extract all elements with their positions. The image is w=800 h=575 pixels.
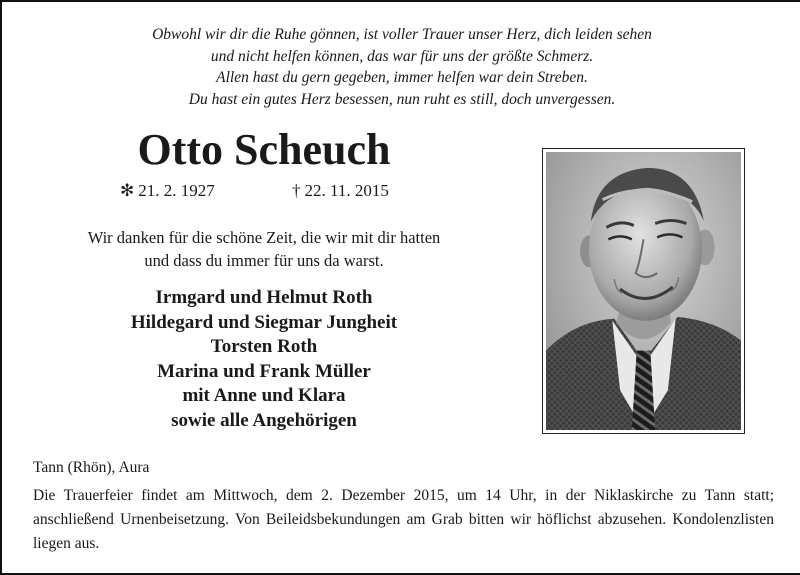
- poem-line: Allen hast du gern gegeben, immer helfen war dein Streben.: [216, 69, 588, 86]
- poem-line: und nicht helfen können, das war für uns der größte Schmerz.: [210, 47, 594, 65]
- mourner-entry: sowie alle Angehörigen: [171, 409, 357, 431]
- poem-line: Obwohl wir dir die Ruhe gönnen, ist voller Trauer unser Herz, dich leiden sehen: [152, 26, 652, 43]
- thanks-line: und dass du immer für uns da warst.: [144, 251, 384, 270]
- mourner-entry: mit Anne und Klara: [182, 385, 346, 406]
- mourner-entry: Marina und Frank Müller: [157, 360, 371, 382]
- thanks-line: Wir danken für die schöne Zeit, die wir mit dir hatten: [87, 228, 441, 247]
- poem-line: Du hast ein gutes Herz besessen, nun ruht es still, doch unvergessen.: [188, 90, 616, 108]
- location-text: Tann (Rhön), Aura: [33, 459, 150, 476]
- death-cross-icon: †: [292, 181, 301, 200]
- death-date-group: [292, 179, 389, 203]
- life-dates: [120, 179, 420, 203]
- birth-star-icon: ✻: [120, 181, 135, 200]
- mourner-entry: Hildegard und Siegmar Jungheit: [130, 311, 398, 333]
- birth-date-group: [120, 179, 215, 203]
- portrait-photo: [542, 148, 745, 434]
- mourner-entry: Torsten Roth: [210, 336, 318, 357]
- memorial-poem: [2, 24, 800, 110]
- birth-date: 21. 2. 1927: [138, 181, 215, 200]
- mourner-entry: Irmgard und Helmut Roth: [155, 287, 373, 308]
- funeral-service-text: Die Trauerfeier findet am Mittwoch, dem 2. Dezember 2015, um 14 Uhr, in der Niklaskirche zu Tann statt; anschließend Urnenbeisetzung. Von Beileidsbekundungen am Grab bitten wir höflichst abzusehen. Kondolenzlisten liegen aus.: [33, 487, 774, 552]
- thanks-text: [24, 226, 504, 272]
- deceased-name: Otto Scheuch: [137, 125, 391, 174]
- death-date: 22. 11. 2015: [304, 181, 389, 200]
- mourners-list: [24, 286, 504, 433]
- portrait-image: [546, 152, 741, 430]
